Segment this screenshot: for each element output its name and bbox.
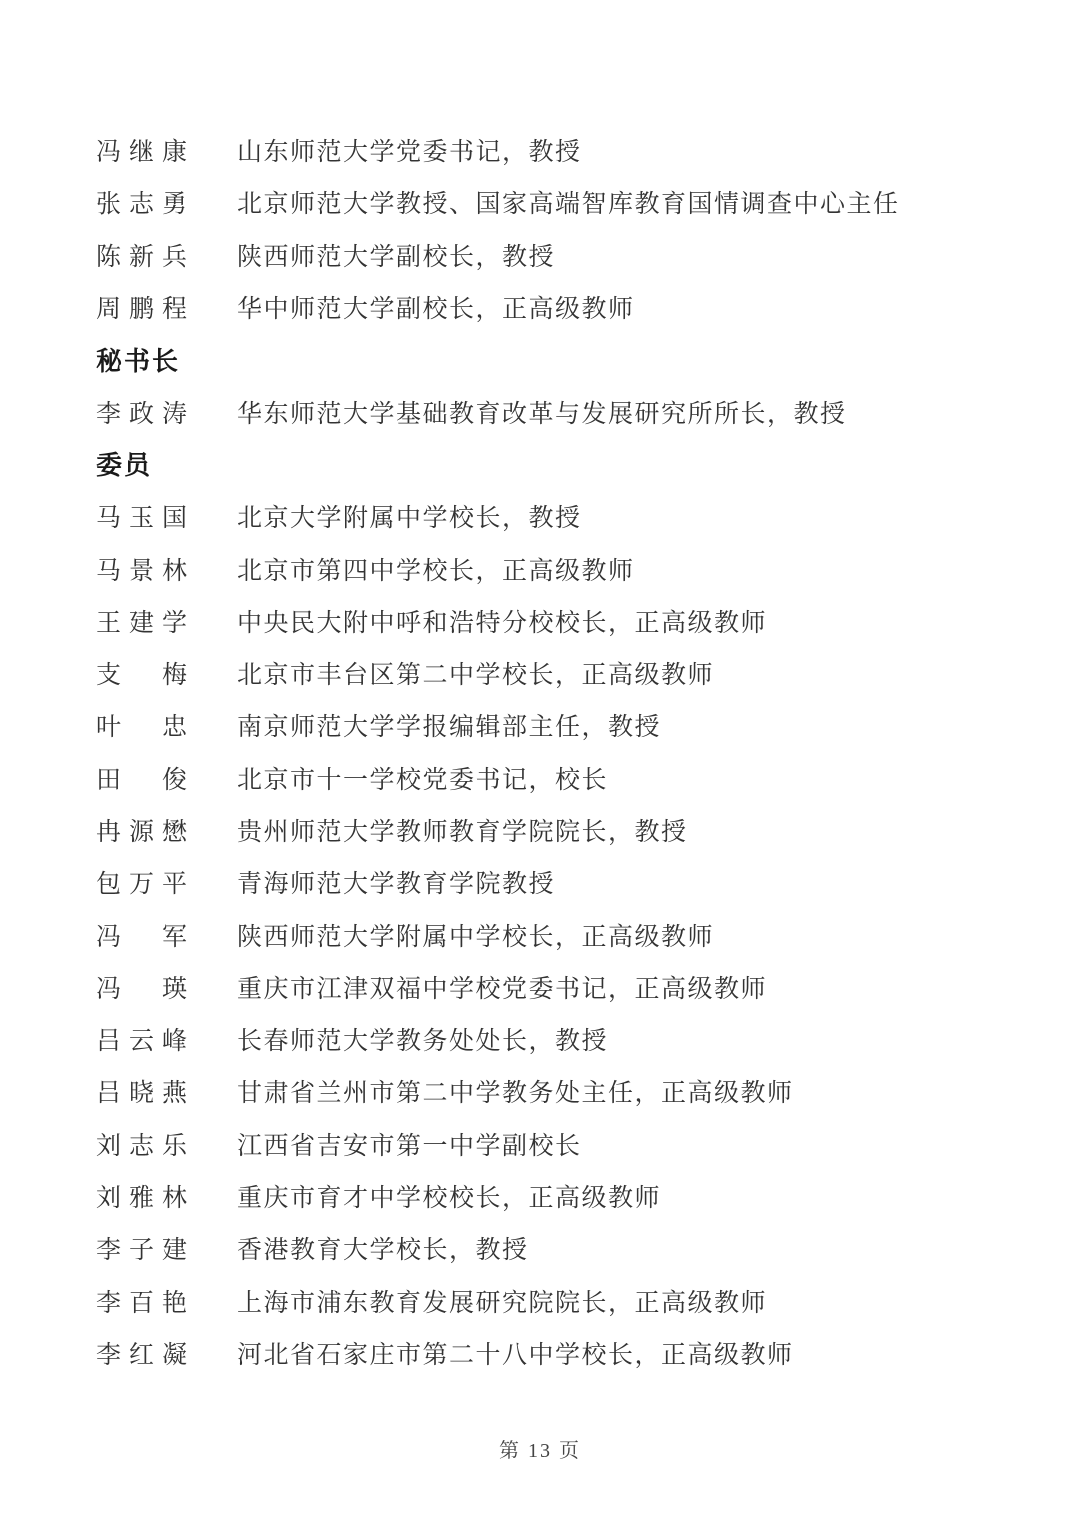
member-title: 重庆市江津双福中学校党委书记，正高级教师 [237,975,768,1003]
member-title: 甘肃省兰州市第二中学教务处主任，正高级教师 [237,1080,794,1108]
member-row [96,229,1080,281]
member-title: 北京师范大学教授、国家高端智库教育国情调查中心主任 [237,191,900,219]
member-name: 张志勇 [96,191,196,219]
member-row [96,1065,1080,1117]
member-row [96,490,1080,542]
member-title: 江西省吉安市第一中学副校长 [237,1132,582,1160]
member-name: 包万平 [96,871,196,899]
member-title: 南京师范大学学报编辑部主任，教授 [237,714,662,742]
member-name: 冯 军 [96,923,196,951]
member-row [96,752,1080,804]
member-title: 北京市丰台区第二中学校长，正高级教师 [237,662,715,690]
member-row [96,176,1080,228]
member-row [96,1275,1080,1327]
section-heading-row [96,333,1080,385]
member-row [96,281,1080,333]
member-name: 吕云峰 [96,1028,196,1056]
member-title: 华东师范大学基础教育改革与发展研究所所长，教授 [237,400,847,428]
member-name: 田 俊 [96,766,196,794]
member-title: 山东师范大学党委书记，教授 [237,139,582,167]
member-row [96,1222,1080,1274]
member-name: 冯 瑛 [96,975,196,1003]
member-title: 青海师范大学教育学院教授 [237,871,556,899]
member-row [96,908,1080,960]
member-name: 冉源懋 [96,819,196,846]
member-name: 李子建 [96,1237,196,1265]
member-title: 香港教育大学校长，教授 [237,1237,529,1265]
member-name: 马景林 [96,557,196,585]
member-row [96,1118,1080,1170]
member-row [96,1013,1080,1065]
member-row [96,1327,1080,1379]
member-title: 贵州师范大学教师教育学院院长，教授 [237,819,688,846]
member-name: 周鹏程 [96,296,196,324]
member-name: 冯继康 [96,139,196,167]
member-name: 马玉国 [96,505,196,533]
member-name: 王建学 [96,609,196,637]
member-row [96,385,1080,437]
member-name: 支 梅 [96,662,196,690]
member-row [96,804,1080,856]
page-number: 第 13 页 [499,1440,581,1462]
member-name: 李红凝 [96,1341,196,1369]
member-title: 北京大学附属中学校长，教授 [237,505,582,533]
member-name: 李百艳 [96,1289,196,1317]
member-row [96,856,1080,908]
member-name: 吕晓燕 [96,1080,196,1108]
member-list [0,124,1080,1379]
member-title: 北京市第四中学校长，正高级教师 [237,557,635,585]
member-name: 叶 忠 [96,714,196,742]
member-name: 陈新兵 [96,243,196,271]
member-row [96,542,1080,594]
member-title: 陕西师范大学副校长，教授 [237,243,556,271]
member-title: 重庆市育才中学校校长，正高级教师 [237,1185,662,1213]
member-title: 河北省石家庄市第二十八中学校长，正高级教师 [237,1341,794,1369]
member-row [96,647,1080,699]
member-title: 中央民大附中呼和浩特分校校长，正高级教师 [237,609,768,637]
member-row [96,595,1080,647]
member-row [96,124,1080,176]
member-title: 上海市浦东教育发展研究院院长，正高级教师 [237,1289,768,1317]
section-heading: 秘书长 [96,345,181,376]
member-row [96,699,1080,751]
section-heading-row [96,438,1080,490]
member-title: 陕西师范大学附属中学校长，正高级教师 [237,923,715,951]
member-name: 刘雅林 [96,1185,196,1213]
member-title: 长春师范大学教务处处长，教授 [237,1028,609,1056]
member-row [96,961,1080,1013]
section-heading: 委员 [96,450,153,481]
member-title: 华中师范大学副校长，正高级教师 [237,296,635,324]
member-row [96,1170,1080,1222]
member-name: 刘志乐 [96,1132,196,1160]
member-title: 北京市十一学校党委书记，校长 [237,766,609,794]
member-name: 李政涛 [96,400,196,428]
